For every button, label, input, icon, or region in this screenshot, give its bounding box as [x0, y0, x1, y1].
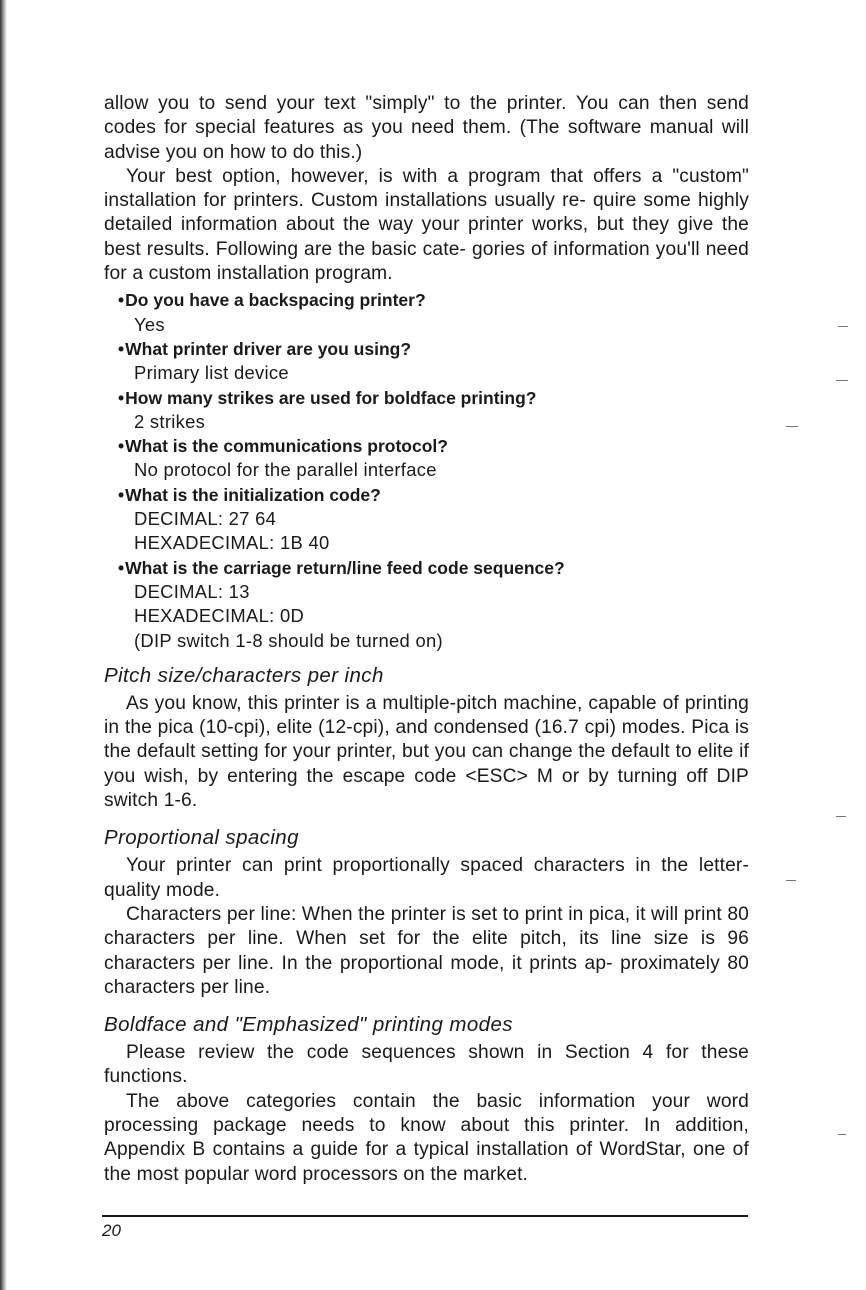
question-label: What is the carriage return/line feed code sequence?	[125, 557, 565, 578]
margin-mark	[838, 326, 848, 327]
question-item	[104, 337, 749, 386]
footer-rule	[102, 1215, 748, 1217]
question-label: What is the communications protocol?	[125, 436, 448, 457]
section-heading-boldface: Boldface and "Emphasized" printing modes	[104, 1013, 513, 1037]
question-text	[118, 556, 749, 580]
answer-text: (DIP switch 1-8 should be turned on)	[134, 629, 443, 651]
answer-text: HEXADECIMAL: 0D	[134, 605, 305, 627]
answer-text: HEXADECIMAL: 1B 40	[134, 532, 330, 554]
question-item	[104, 556, 749, 653]
question-item	[104, 434, 749, 483]
answer-text: DECIMAL: 27 64	[134, 508, 277, 530]
installation-questions-list	[104, 288, 749, 652]
bullet-icon: •	[118, 290, 125, 311]
bullet-icon: •	[118, 484, 125, 505]
answer-text: Yes	[134, 313, 165, 335]
proportional-paragraph-1: Your printer can print proportionally spaced characters in the letter-quality mode.	[104, 855, 749, 901]
margin-mark	[836, 380, 848, 381]
bullet-icon: •	[118, 338, 125, 359]
margin-mark	[836, 816, 846, 817]
question-text	[118, 386, 749, 410]
pitch-paragraph: As you know, this printer is a multiple-pitch machine, capable of printing in the pica (10-cpi), elite (12-cpi), and condensed (16.7 cpi) modes. Pica is the default setting for your printer, but you can change the default to elite if you wish, by entering the escape code <ESC> M or by turning off DIP switch 1-6.	[104, 692, 749, 812]
page-number: 20	[102, 1221, 121, 1240]
boldface-paragraph-1: Please review the code sequences shown in Section 4 for these functions.	[104, 1042, 749, 1088]
answer-text: No protocol for the parallel interface	[134, 459, 437, 481]
answer-text: 2 strikes	[134, 410, 206, 432]
margin-mark	[838, 1134, 846, 1135]
intro-paragraph-2: Your best option, however, is with a program that offers a "custom" installation for printers. Custom installations usually re- quire some highly detailed information about the way your printer works, but they give the best results. Following are the basic cate- gories of information you'll need for a custom installation program.	[104, 165, 749, 285]
question-label: How many strikes are used for boldface printing?	[125, 387, 537, 408]
intro-paragraph-1: allow you to send your text "simply" to the printer. You can then send codes for special features as you need them. (The software manual will advise you on how to do this.)	[104, 93, 749, 163]
bullet-icon: •	[118, 436, 125, 457]
margin-mark	[786, 426, 798, 427]
question-item	[104, 288, 749, 337]
boldface-paragraph-2: The above categories contain the basic information your word processing package needs to know about this printer. In addition, Appendix B contains a guide for a typical installation of WordStar, one of the most popular word processors on the market.	[104, 1090, 749, 1185]
bullet-icon: •	[118, 557, 125, 578]
proportional-paragraph-2: Characters per line: When the printer is set to print in pica, it will print 80 characters per line. When set for the elite pitch, its line size is 96 characters per line. In the proportional mode, it prints ap- proximately 80 characters per line.	[104, 903, 749, 998]
question-text	[118, 337, 749, 361]
margin-mark	[786, 880, 796, 881]
question-item	[104, 386, 749, 435]
question-item	[104, 483, 749, 556]
question-label: What is the initialization code?	[125, 484, 381, 505]
answer-text: DECIMAL: 13	[134, 580, 250, 602]
question-text	[118, 483, 749, 507]
page-content	[104, 92, 749, 1187]
question-text	[118, 434, 749, 458]
bullet-icon: •	[118, 387, 125, 408]
section-heading-pitch: Pitch size/characters per inch	[104, 663, 384, 687]
question-label: Do you have a backspacing printer?	[125, 290, 426, 311]
scan-binding-edge	[0, 0, 7, 1290]
answer-text: Primary list device	[134, 362, 289, 384]
question-text	[118, 288, 749, 312]
question-label: What printer driver are you using?	[125, 338, 412, 359]
section-heading-proportional: Proportional spacing	[104, 826, 299, 850]
